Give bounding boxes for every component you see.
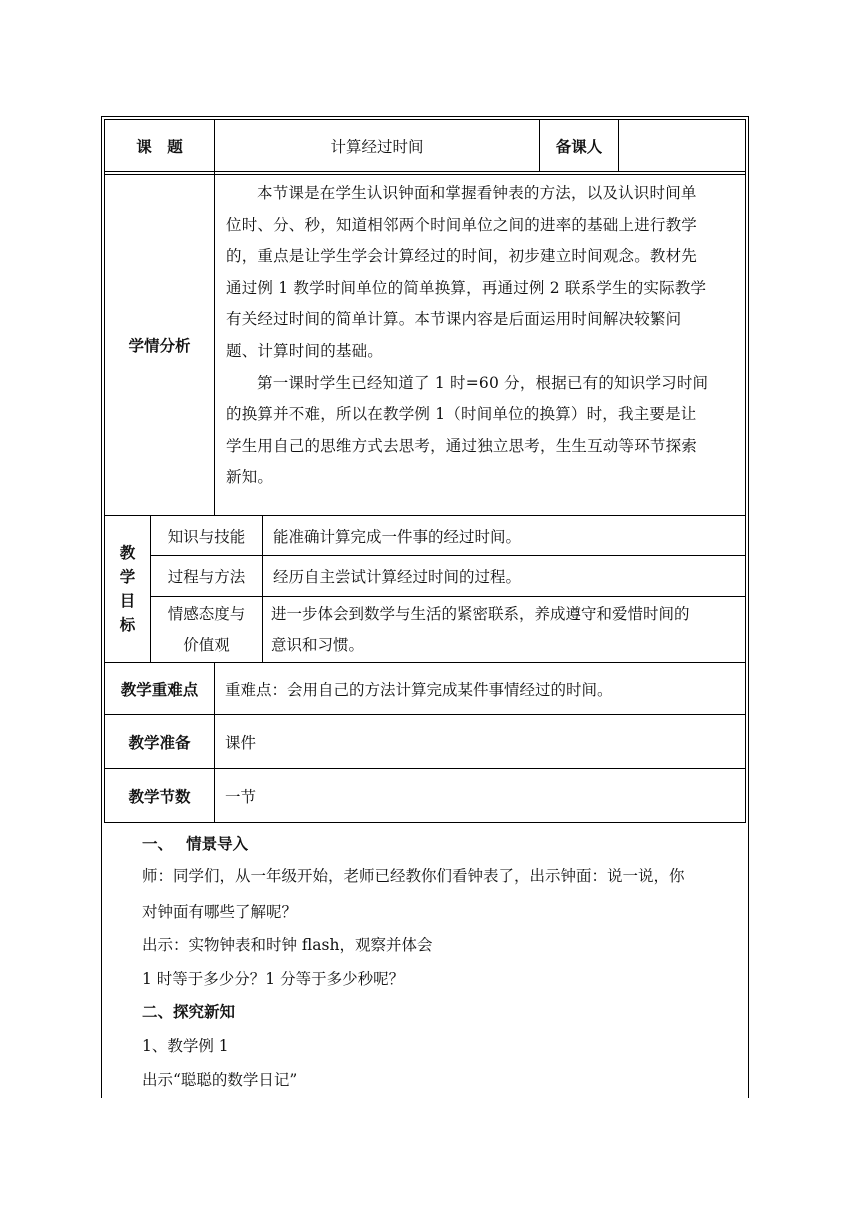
goal-attitude-name-line: 价值观: [183, 635, 230, 654]
analysis-line: 的换算并不难，所以在教学例 1（时间单位的换算）时，我主要是让: [226, 405, 697, 424]
analysis-line: 第一课时学生已经知道了 1 时=60 分，根据已有的知识学习时间: [257, 373, 709, 392]
topic-value: 计算经过时间: [330, 137, 424, 156]
goal-knowledge-value: 能准确计算完成一件事的经过时间。: [273, 527, 522, 546]
goal-process-name: 过程与方法: [167, 568, 246, 586]
preparer-label: 备课人: [555, 137, 603, 156]
process-line: 出示：实物钟表和时钟 flash，观察并体会: [142, 936, 433, 954]
analysis-line: 题、计算时间的基础。: [226, 341, 384, 360]
analysis-text: [226, 178, 742, 494]
rule-after-header: [104, 171, 746, 172]
periods-label: 教学节数: [128, 787, 191, 806]
goals-label-char: 标: [119, 616, 136, 634]
difficulty-label: 教学重难点: [120, 680, 199, 699]
analysis-line: 本节课是在学生认识钟面和掌握看钟表的方法，以及认识时间单: [257, 184, 697, 202]
goals-label-char: 目: [119, 592, 136, 610]
process-line: 师：同学们，从一年级开始，老师已经教你们看钟表了，出示钟面：说一说，你: [142, 867, 685, 885]
analysis-line: 学生用自己的思维方式去思考，通过独立思考，生生互动等环节探索: [226, 436, 698, 455]
goals-label: [105, 516, 150, 662]
process-line: 1、教学例 1: [142, 1037, 229, 1055]
goal-attitude-value: [263, 597, 745, 662]
goal-process-value: 经历自主尝试计算经过时间的过程。: [273, 568, 522, 586]
analysis-label: 学情分析: [128, 337, 191, 355]
difficulty-value: 重难点：会用自己的方法计算完成某件事情经过的时间。: [225, 680, 613, 699]
goal-attitude-value-line: 进一步体会到数学与生活的紧密联系，养成遵守和爱惜时间的: [271, 604, 690, 623]
goals-label-char: 教: [119, 544, 136, 562]
rule-after-periods: [104, 822, 746, 823]
section-title-explore: 二、探究新知: [142, 1003, 236, 1021]
periods-value: 一节: [225, 787, 257, 806]
analysis-line: 新知。: [226, 468, 274, 487]
section-title-intro: 一、 情景导入: [142, 835, 249, 853]
goals-label-char: 学: [119, 568, 136, 586]
goal-attitude-name-line: 情感态度与: [167, 604, 246, 623]
process-line: 1 时等于多少分？1 分等于多少秒呢？: [142, 970, 405, 988]
rule-right-inner: [745, 119, 746, 822]
analysis-line: 通过例 1 教学时间单位的简单换算，再通过例 2 联系学生的实际教学: [226, 278, 707, 297]
preparer-value: [619, 120, 745, 171]
analysis-line: 有关经过时间的简单计算。本节课内容是后面运用时间解决较繁问: [226, 310, 682, 329]
rule-col1: [214, 119, 215, 515]
goal-attitude-value-line: 意识和习惯。: [271, 635, 365, 654]
goal-knowledge-name: 知识与技能: [167, 527, 246, 546]
topic-label: 课 题: [136, 137, 183, 156]
process-line: 出示“聪聪的数学日记”: [142, 1071, 298, 1089]
goal-attitude-name: [151, 597, 262, 662]
process-line: 对钟面有哪些了解呢？: [142, 903, 298, 921]
analysis-line: 的，重点是让学生学会计算经过的时间，初步建立时间观念。教材先: [226, 247, 698, 266]
analysis-line: 位时、分、秒，知道相邻两个时间单位之间的进率的基础上进行教学: [226, 215, 698, 234]
preparation-value: 课件: [225, 733, 257, 752]
preparation-label: 教学准备: [128, 733, 191, 752]
